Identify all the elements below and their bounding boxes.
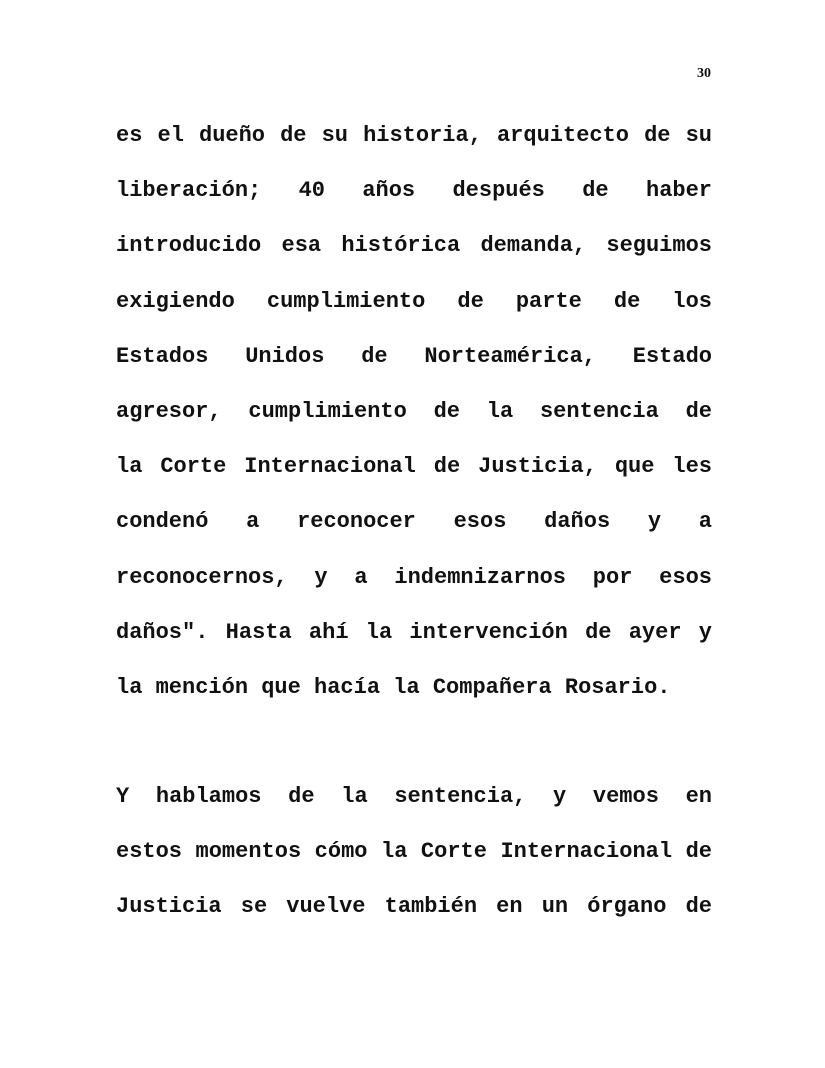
text-line: introducido esa histórica demanda, seguimos bbox=[116, 233, 712, 259]
text-line: daños". Hasta ahí la intervención de ayer y bbox=[116, 619, 712, 645]
text-line: Justicia se vuelve también en un órgano de bbox=[116, 894, 712, 920]
text-line: es el dueño de su historia, arquitecto de su bbox=[116, 123, 712, 148]
paragraph-2 bbox=[116, 782, 712, 948]
text-line: la mención que hacía la Compañera Rosario. bbox=[116, 674, 671, 700]
text-line: Y hablamos de la sentencia, y vemos en bbox=[116, 784, 712, 809]
page-number: 30 bbox=[697, 66, 711, 81]
text-line: Estados Unidos de Norteamérica, Estado bbox=[116, 343, 712, 369]
text-line: estos momentos cómo la Corte Internacional de bbox=[116, 839, 712, 865]
text-line: liberación; 40 años después de haber bbox=[116, 178, 712, 204]
text-line: condenó a reconocer esos daños y a bbox=[116, 509, 712, 535]
paragraph-1 bbox=[116, 121, 712, 728]
text-line: reconocernos, y a indemnizarnos por esos bbox=[116, 564, 712, 590]
text-line: exigiendo cumplimiento de parte de los bbox=[116, 288, 712, 314]
text-line: agresor, cumplimiento de la sentencia de bbox=[116, 398, 712, 424]
text-line: la Corte Internacional de Justicia, que les bbox=[116, 454, 712, 480]
